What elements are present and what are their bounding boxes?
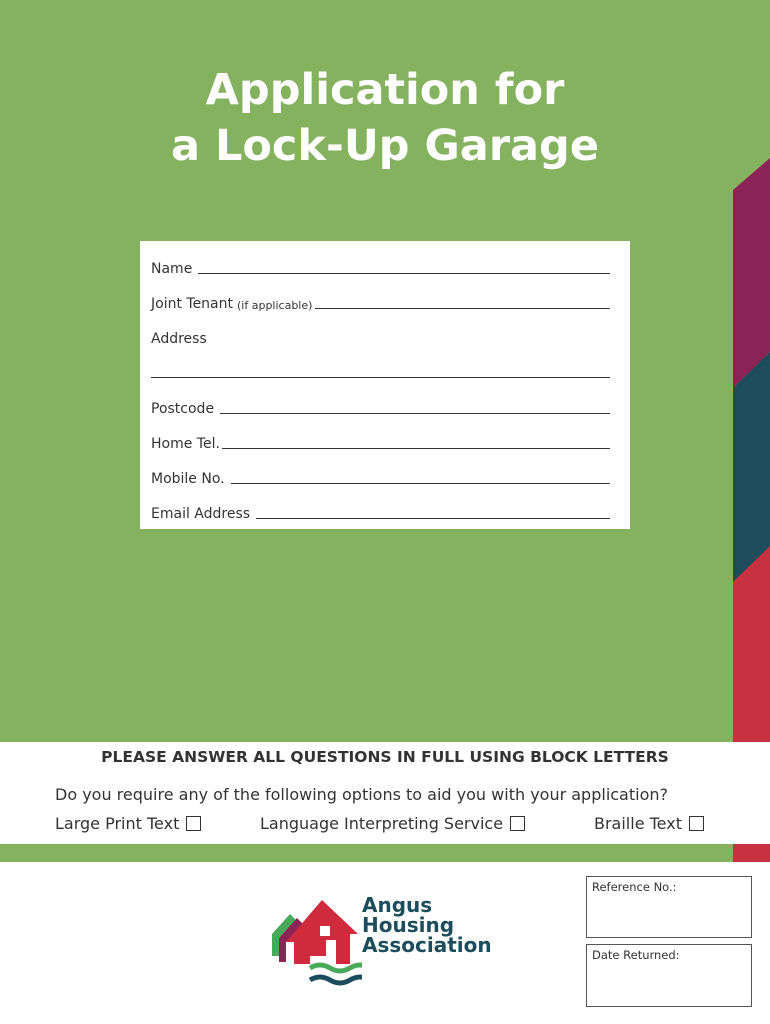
logo-line-1: Angus: [362, 893, 433, 917]
decorative-ribbon-teal: [733, 352, 770, 582]
reference-box[interactable]: [586, 876, 752, 938]
option-large-print: [55, 814, 201, 833]
title-line-1: Application for: [205, 65, 565, 115]
logo-wordmark: [362, 895, 492, 955]
title-line-2: a Lock-Up Garage: [170, 121, 599, 171]
house-icon: [270, 892, 362, 992]
reference-label: Reference No.:: [592, 880, 677, 894]
decorative-ribbon-magenta: [733, 158, 770, 388]
joint-tenant-label: Joint Tenant: [151, 296, 233, 312]
braille-checkbox[interactable]: [689, 816, 704, 831]
home-tel-row: [151, 434, 610, 452]
accessibility-question: Do you require any of the following options to aid you with your application?: [55, 785, 668, 804]
name-label: Name: [151, 261, 193, 277]
instruction-heading: PLEASE ANSWER ALL QUESTIONS IN FULL USING BLOCK LETTERS: [101, 748, 669, 766]
name-field[interactable]: [198, 272, 610, 274]
joint-tenant-row: [151, 294, 610, 312]
email-row: [151, 504, 610, 522]
large-print-checkbox[interactable]: [186, 816, 201, 831]
date-returned-box[interactable]: [586, 944, 752, 1007]
language-label: Language Interpreting Service: [260, 814, 504, 833]
home-tel-field[interactable]: [222, 447, 610, 449]
angus-housing-logo: [270, 892, 510, 992]
green-divider: [0, 844, 733, 862]
logo-line-2: Housing: [362, 913, 455, 937]
option-braille: [594, 814, 704, 833]
applicant-details-form: [140, 241, 630, 529]
option-language: [260, 814, 525, 833]
address-row: [151, 329, 610, 347]
joint-tenant-field[interactable]: [315, 307, 610, 309]
postcode-label: Postcode: [151, 401, 215, 417]
address-label: Address: [151, 331, 207, 347]
joint-tenant-note: (if applicable): [237, 299, 313, 312]
braille-label: Braille Text: [594, 814, 682, 833]
page-title: [0, 62, 770, 174]
home-tel-label: Home Tel.: [151, 436, 220, 452]
large-print-label: Large Print Text: [55, 814, 180, 833]
logo-line-3: Association: [362, 933, 492, 957]
postcode-row: [151, 399, 610, 417]
mobile-label: Mobile No.: [151, 471, 225, 487]
postcode-field[interactable]: [220, 412, 610, 414]
language-checkbox[interactable]: [510, 816, 525, 831]
name-row: [151, 259, 610, 277]
mobile-row: [151, 469, 610, 487]
date-returned-label: Date Returned:: [592, 948, 680, 962]
email-label: Email Address: [151, 506, 251, 522]
mobile-field[interactable]: [231, 482, 610, 484]
email-field[interactable]: [256, 517, 610, 519]
address-field[interactable]: [151, 377, 610, 378]
red-divider: [733, 844, 770, 862]
